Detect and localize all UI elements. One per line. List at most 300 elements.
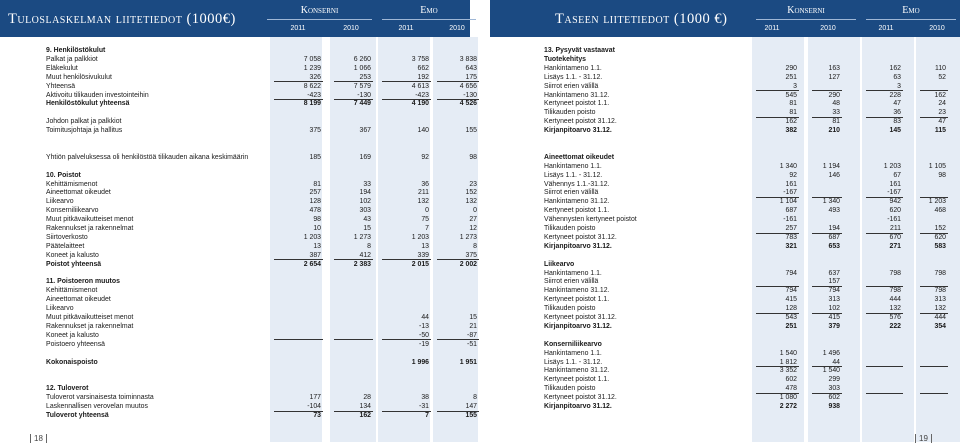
right-row-label: 13. Pysyvät vastaavat [544, 47, 615, 54]
right-table-row [0, 349, 960, 358]
left-row-value: -423 [307, 91, 321, 99]
left-page-number [30, 434, 47, 443]
left-row-value: 43 [363, 216, 371, 224]
right-table-row [0, 402, 960, 411]
right-table-row [0, 233, 960, 242]
left-row-value: 6 260 [353, 55, 371, 63]
left-group-label: Emo [420, 5, 438, 16]
left-row-label: 9. Henkilöstökulut [46, 47, 106, 54]
right-row-value: 132 [934, 305, 946, 313]
right-row-value: 210 [828, 127, 840, 135]
left-row-label: Tuloverot varsinaisesta toiminnasta [46, 394, 154, 402]
right-row-value: 228 [889, 91, 901, 99]
left-row-value: 339 [417, 251, 429, 259]
right-table-row [0, 171, 960, 180]
right-row-value: 48 [832, 100, 840, 108]
left-row-value: 211 [418, 189, 429, 197]
right-row-label: Hankintameno 31.12. [544, 287, 610, 295]
left-row-value: 132 [465, 198, 477, 206]
right-row-value: 3 [793, 82, 797, 90]
left-year-header-1: 2010 [343, 25, 359, 32]
group-divider [866, 19, 956, 20]
left-row-label: Tuloverot yhteensä [46, 411, 109, 419]
left-row-value: 12 [469, 225, 477, 232]
left-row-label: Laskennallisen verovelan muutos [46, 403, 148, 410]
left-row-value: 1 996 [411, 358, 429, 366]
right-row-value: 47 [938, 118, 946, 126]
right-row-value: 52 [938, 73, 946, 81]
left-row-label: Aineettomat oikeudet [46, 189, 111, 197]
right-row-value: 162 [889, 64, 901, 72]
left-row-value: 162 [359, 411, 371, 419]
right-row-value: 1 080 [779, 394, 797, 402]
right-row-value: 222 [889, 322, 901, 330]
left-row-value: 7 449 [353, 100, 371, 108]
right-page-number-text: 19 [915, 434, 932, 443]
right-table-row [0, 286, 960, 295]
right-table-row [0, 393, 960, 402]
right-row-value: 290 [828, 91, 840, 99]
left-row-value: 152 [465, 189, 477, 197]
right-row-label: Tilikauden poisto [544, 385, 596, 393]
right-row-label: Aineettomat oikeudet [544, 153, 615, 161]
left-group-header-1 [378, 5, 480, 16]
right-row-value: 545 [785, 91, 797, 99]
left-row-label: Muut henkilösivukulut [46, 73, 112, 81]
left-row-value: 81 [313, 180, 321, 188]
right-row-value: 290 [785, 64, 797, 72]
right-row-value: 1 194 [822, 162, 840, 170]
left-row-value: 192 [417, 73, 429, 81]
right-row-value: 313 [828, 296, 840, 304]
left-row-label: Palkat ja palkkiot [46, 55, 98, 63]
right-row-value: 687 [828, 233, 840, 241]
left-page-title: Tuloslaskelman liitetiedot (1000€) [8, 11, 236, 27]
right-row-value: 379 [828, 322, 840, 330]
right-table-row [0, 277, 960, 286]
right-row-value: 798 [934, 287, 946, 295]
left-row-value: 2 002 [459, 260, 477, 268]
right-group-header-1 [862, 5, 960, 16]
left-row-value: 92 [421, 153, 429, 161]
left-row-value: -31 [419, 403, 429, 410]
right-row-value: 67 [893, 171, 901, 179]
right-row-value: 299 [828, 376, 840, 384]
left-row-value: 0 [473, 207, 477, 215]
left-row-label: 10. Poistot [46, 171, 81, 179]
right-row-value: 83 [893, 118, 901, 126]
left-row-value: 1 203 [411, 233, 429, 241]
right-table-row [0, 55, 960, 64]
right-row-label: Vähennysten kertyneet poistot [544, 216, 637, 224]
left-row-value: 102 [359, 198, 371, 206]
right-row-label: Liikearvo [544, 260, 575, 268]
left-row-value: -87 [467, 331, 477, 339]
left-row-value: 140 [417, 127, 429, 135]
right-table-row [0, 135, 960, 144]
right-row-label: Kirjanpitoarvo 31.12. [544, 127, 612, 135]
right-row-label: Kertyneet poistot 1.1. [544, 207, 610, 215]
left-row-label: Muut pitkävaikutteiset menot [46, 216, 134, 224]
right-row-label: Vähennys 1.1.-31.12. [544, 180, 610, 188]
right-row-label: Tuotekehitys [544, 55, 586, 63]
right-row-value: 194 [828, 225, 840, 232]
right-row-label: Siirrot erien välillä [544, 82, 599, 90]
left-row-label: Henkilöstökulut yhteensä [46, 100, 130, 108]
right-row-value: 102 [828, 305, 840, 313]
right-row-label: Hankintameno 31.12. [544, 91, 610, 99]
right-row-label: Tilikauden poisto [544, 305, 596, 313]
right-table-row [0, 46, 960, 55]
group-divider [756, 19, 856, 20]
left-row-value: 0 [425, 207, 429, 215]
right-row-value: 783 [785, 233, 797, 241]
right-table-row [0, 73, 960, 82]
right-table-row [0, 375, 960, 384]
right-row-value: 152 [934, 225, 946, 232]
right-row-label: Tilikauden poisto [544, 109, 596, 117]
right-table-row [0, 99, 960, 108]
right-row-value: 620 [889, 207, 901, 215]
right-row-value: 798 [889, 269, 901, 277]
right-row-label: Hankintameno 1.1. [544, 64, 602, 72]
right-row-value: -167 [783, 189, 797, 197]
right-row-value: 145 [889, 127, 901, 135]
right-group-label: Konserni [787, 5, 825, 16]
left-row-label: Kehittämismenot [46, 287, 98, 295]
left-row-value: 155 [465, 411, 477, 419]
right-row-value: 382 [785, 127, 797, 135]
left-row-value: -19 [419, 340, 429, 348]
left-row-label: Rakennukset ja rakennelmat [46, 322, 134, 330]
right-row-label: Kirjanpitoarvo 31.12. [544, 242, 612, 250]
left-row-value: 2 654 [303, 260, 321, 268]
left-row-value: 1 951 [459, 358, 477, 366]
right-row-value: 798 [934, 269, 946, 277]
right-row-value: 157 [828, 278, 840, 286]
left-row-value: 134 [359, 403, 371, 410]
left-year-header-3: 2010 [449, 25, 465, 32]
right-row-label: Tilikauden poisto [544, 225, 596, 232]
left-row-value: 412 [359, 251, 371, 259]
right-year-header-3: 2010 [929, 25, 945, 32]
right-row-value: 1 203 [883, 162, 901, 170]
right-row-label: Siirrot erien välillä [544, 278, 599, 286]
right-table-row [0, 117, 960, 126]
left-row-value: 1 239 [303, 64, 321, 72]
left-row-value: 23 [469, 180, 477, 188]
left-row-value: -51 [467, 340, 477, 348]
right-table-row [0, 384, 960, 393]
left-year-header-0: 2011 [290, 25, 306, 32]
right-row-value: 794 [785, 269, 797, 277]
left-row-value: 1 273 [353, 233, 371, 241]
right-row-value: 687 [785, 207, 797, 215]
left-row-value: 7 [425, 411, 429, 419]
left-row-value: 1 203 [303, 233, 321, 241]
right-row-value: 81 [789, 109, 797, 117]
left-row-value: 33 [363, 180, 371, 188]
left-row-value: 155 [465, 127, 477, 135]
left-row-value: 367 [359, 127, 371, 135]
right-row-label: Kertyneet poistot 1.1. [544, 296, 610, 304]
left-row-value: 375 [465, 251, 477, 259]
right-row-value: 583 [934, 242, 946, 250]
right-row-value: 1 496 [822, 349, 840, 357]
right-table-row [0, 224, 960, 233]
left-row-value: 128 [309, 198, 321, 206]
right-row-value: 415 [785, 296, 797, 304]
left-row-label: Muut pitkävaikutteiset menot [46, 314, 134, 321]
right-year-header-2: 2011 [878, 25, 894, 32]
right-table-row [0, 108, 960, 117]
left-row-label: Aineettomat oikeudet [46, 296, 111, 304]
left-row-label: 12. Tuloverot [46, 385, 89, 393]
right-table-row [0, 82, 960, 91]
left-row-value: 375 [309, 127, 321, 135]
left-row-value: -130 [463, 91, 477, 99]
left-row-value: 15 [469, 314, 477, 321]
right-row-label: Kirjanpitoarvo 31.12. [544, 403, 612, 410]
right-row-label: Hankintameno 31.12. [544, 198, 610, 206]
left-row-value: 194 [359, 189, 371, 197]
right-row-value: 251 [785, 322, 797, 330]
right-row-value: 942 [889, 198, 901, 206]
left-row-value: 132 [417, 198, 429, 206]
right-table-row [0, 215, 960, 224]
right-row-value: -161 [887, 216, 901, 224]
right-table-row [0, 358, 960, 367]
left-row-label: Johdon palkat ja palkkiot [46, 118, 122, 126]
left-row-value: 4 656 [459, 82, 477, 90]
right-row-value: 602 [828, 394, 840, 402]
right-row-label: Kertyneet poistot 31.12. [544, 314, 617, 321]
right-row-value: 321 [785, 242, 797, 250]
left-row-value: 387 [309, 251, 321, 259]
right-row-label: Kertyneet poistot 1.1. [544, 100, 610, 108]
right-row-value: 1 105 [928, 162, 946, 170]
right-row-value: 493 [828, 207, 840, 215]
left-row-value: 253 [359, 73, 371, 81]
left-row-value: 8 [473, 394, 477, 402]
right-row-value: 161 [889, 180, 901, 188]
right-row-value: 3 352 [779, 367, 797, 375]
right-row-value: 98 [938, 171, 946, 179]
left-row-label: Rakennukset ja rakennelmat [46, 225, 134, 232]
left-row-value: 4 190 [411, 100, 429, 108]
right-row-value: 162 [785, 118, 797, 126]
right-row-value: 576 [889, 314, 901, 321]
right-row-value: 63 [893, 73, 901, 81]
right-row-label: Lisäys 1.1. - 31.12. [544, 358, 603, 366]
right-row-label: Siirrot erien välillä [544, 189, 599, 197]
left-row-value: 175 [465, 73, 477, 81]
right-row-label: Hankintameno 1.1. [544, 162, 602, 170]
left-row-label: 11. Poistoeron muutos [46, 278, 120, 286]
left-row-label: Poistoero yhteensä [46, 340, 105, 348]
left-row-value: 8 199 [303, 100, 321, 108]
right-row-value: 1 540 [822, 367, 840, 375]
left-row-value: 169 [359, 153, 371, 161]
right-table-row [0, 269, 960, 278]
right-row-value: 81 [832, 118, 840, 126]
left-row-value: 303 [359, 207, 371, 215]
left-row-value: 2 383 [353, 260, 371, 268]
right-row-value: 620 [934, 233, 946, 241]
right-table-row [0, 188, 960, 197]
left-row-value: 4 613 [411, 82, 429, 90]
right-row-value: 127 [828, 73, 840, 81]
right-table-row [0, 304, 960, 313]
right-row-value: 543 [785, 314, 797, 321]
right-row-value: 128 [785, 305, 797, 313]
left-row-value: 8 [367, 242, 371, 250]
right-table-row [0, 251, 960, 260]
left-row-value: 36 [421, 180, 429, 188]
left-row-value: 44 [421, 314, 429, 321]
right-row-value: 354 [934, 322, 946, 330]
right-table-row [0, 180, 960, 189]
left-row-value: 326 [309, 73, 321, 81]
right-table-row [0, 206, 960, 215]
right-table-row [0, 322, 960, 331]
left-year-header-2: 2011 [398, 25, 414, 32]
left-row-value: 3 838 [459, 55, 477, 63]
left-row-label: Päätelaitteet [46, 242, 85, 250]
right-row-value: 1 812 [779, 358, 797, 366]
right-row-label: Kirjanpitoarvo 31.12. [544, 322, 612, 330]
right-row-value: 132 [889, 305, 901, 313]
left-row-value: 27 [469, 216, 477, 224]
right-row-value: 1 540 [779, 349, 797, 357]
right-row-value: 24 [938, 100, 946, 108]
right-row-value: 257 [785, 225, 797, 232]
right-row-value: 444 [889, 296, 901, 304]
right-row-value: 303 [828, 385, 840, 393]
left-row-value: 75 [421, 216, 429, 224]
right-table-row [0, 197, 960, 206]
right-table-row [0, 242, 960, 251]
right-row-value: -161 [783, 216, 797, 224]
right-row-value: 3 [897, 82, 901, 90]
left-row-value: 28 [363, 394, 371, 402]
left-row-value: 4 526 [459, 100, 477, 108]
right-row-value: 444 [934, 314, 946, 321]
right-row-value: 478 [785, 385, 797, 393]
right-row-value: 163 [828, 64, 840, 72]
left-row-value: -104 [307, 403, 321, 410]
left-row-label: Eläkekulut [46, 64, 78, 72]
left-row-value: 478 [309, 207, 321, 215]
right-row-value: 92 [789, 171, 797, 179]
right-row-value: 653 [828, 242, 840, 250]
left-row-label: Konserniliikearvo [46, 207, 99, 215]
right-row-value: 794 [828, 287, 840, 295]
right-table-row [0, 366, 960, 375]
right-row-value: -167 [887, 189, 901, 197]
left-row-label: Yhtiön palveluksessa oli henkilöstöä tilikauden aikana keskimäärin [46, 153, 249, 161]
left-row-value: -13 [419, 322, 429, 330]
right-row-value: 2 272 [779, 403, 797, 410]
right-table-row [0, 340, 960, 349]
right-row-value: 602 [785, 376, 797, 384]
left-row-value: 1 066 [353, 64, 371, 72]
right-table-row [0, 144, 960, 153]
left-row-value: 7 [425, 225, 429, 232]
left-row-label: Liikearvo [46, 305, 74, 313]
right-table-row [0, 295, 960, 304]
right-row-value: 47 [893, 100, 901, 108]
right-row-value: 938 [828, 403, 840, 410]
left-group-header-0 [263, 5, 376, 16]
left-row-value: -50 [419, 331, 429, 339]
right-row-value: 1 340 [779, 162, 797, 170]
right-row-value: 271 [889, 242, 901, 250]
right-row-value: 1 203 [928, 198, 946, 206]
right-row-label: Kertyneet poistot 31.12. [544, 233, 617, 241]
right-row-value: 161 [785, 180, 797, 188]
left-row-value: 643 [465, 64, 477, 72]
left-row-value: 38 [421, 394, 429, 402]
right-table-row [0, 260, 960, 269]
left-row-value: 73 [313, 411, 321, 419]
left-row-value: 13 [421, 242, 429, 250]
right-row-value: 33 [832, 109, 840, 117]
left-row-value: 662 [417, 64, 429, 72]
left-row-label: Kokonaispoisto [46, 358, 98, 366]
right-row-value: 146 [828, 171, 840, 179]
right-row-label: Lisäys 1.1. - 31.12. [544, 73, 603, 81]
right-row-value: 211 [890, 225, 901, 232]
group-divider [267, 19, 372, 20]
group-divider [382, 19, 476, 20]
right-row-value: 670 [889, 233, 901, 241]
right-row-label: Kertyneet poistot 1.1. [544, 376, 610, 384]
left-group-label: Konserni [300, 5, 339, 16]
right-row-value: 1 340 [822, 198, 840, 206]
left-row-label: Toimitusjohtaja ja hallitus [46, 127, 123, 135]
left-row-value: 177 [309, 394, 321, 402]
left-row-label: Poistot yhteensä [46, 260, 102, 268]
left-row-value: 21 [469, 322, 477, 330]
left-row-value: -130 [357, 91, 371, 99]
right-row-label: Hankintameno 31.12. [544, 367, 610, 375]
right-row-value: 110 [935, 64, 946, 72]
left-row-value: 15 [363, 225, 371, 232]
left-row-label: Yhteensä [46, 82, 76, 90]
left-row-value: 185 [309, 153, 321, 161]
left-row-value: 13 [313, 242, 321, 250]
left-row-value: 98 [469, 153, 477, 161]
right-table-row [0, 331, 960, 340]
right-row-value: 415 [828, 314, 840, 321]
right-row-label: Lisäys 1.1. - 31.12. [544, 171, 603, 179]
right-table-row [0, 162, 960, 171]
right-row-label: Hankintameno 1.1. [544, 269, 602, 277]
right-row-value: 468 [934, 207, 946, 215]
right-group-label: Emo [902, 5, 920, 16]
right-table-row [0, 153, 960, 162]
left-row-value: 1 273 [459, 233, 477, 241]
right-table-row [0, 126, 960, 135]
right-table-row [0, 313, 960, 322]
right-row-value: 798 [889, 287, 901, 295]
right-year-header-0: 2011 [764, 25, 780, 32]
left-row-value: 98 [313, 216, 321, 224]
left-page-number-text: 18 [30, 434, 47, 443]
left-row-value: 3 758 [411, 55, 429, 63]
left-row-value: 7 058 [303, 55, 321, 63]
